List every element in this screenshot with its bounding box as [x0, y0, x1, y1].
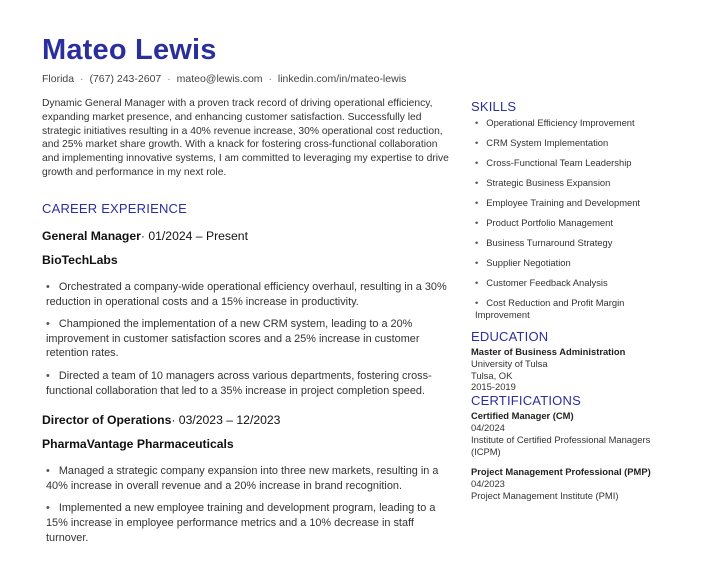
job-entry [42, 228, 457, 398]
section-title-education: EDUCATION [471, 329, 549, 344]
experience-section [42, 201, 457, 553]
skill-item: • Supplier Negotiation [475, 257, 571, 268]
job-heading [42, 412, 457, 428]
skills-list [471, 117, 661, 321]
certification-entry [471, 466, 661, 501]
contact-separator: · [80, 73, 84, 85]
contact-location: Florida [42, 73, 75, 85]
section-title-experience: CAREER EXPERIENCE [42, 201, 187, 216]
certification-name: Project Management Professional (PMP) [471, 466, 651, 478]
job-heading [42, 228, 457, 244]
job-bullet: • Directed a team of 10 managers across various departments, fostering cross-functional collaboration that led to a 35% increase in project completion speed. [46, 369, 432, 397]
job-bullet: • Implemented a new employee training and development program, leading to a 15% increase in employee performance metrics and a 10% decrease in staff turnover. [46, 502, 436, 544]
job-dates: · 03/2023 – 12/2023 [171, 413, 281, 428]
skill-item: • Cross-Functional Team Leadership [475, 157, 632, 168]
job-bullet: • Championed the implementation of a new CRM system, leading to a 20% improvement in customer satisfaction scores and a 25% increase in customer retention rates. [46, 318, 420, 360]
certification-name: Certified Manager (CM) [471, 410, 574, 422]
contact-phone: (767) 243-2607 [89, 73, 162, 85]
section-title-skills: SKILLS [471, 99, 517, 114]
job-dates: · 01/2024 – Present [140, 229, 248, 243]
education-entry [471, 346, 661, 393]
job-bullets [42, 280, 457, 398]
job-bullet: • Managed a strategic company expansion into three new markets, resulting in a 40% increase in overall revenue and a 20% increase in brand recognition. [46, 465, 439, 492]
certification-issuer: Institute of Certified Professional Managers (ICPM) [471, 433, 651, 457]
skill-item: • Product Portfolio Management [475, 217, 613, 228]
job-company: BioTechLabs [42, 253, 118, 267]
job-role: Director of Operations [42, 413, 172, 428]
job-company: PharmaVantage Pharmaceuticals [42, 437, 234, 452]
certification-date: 04/2023 [471, 478, 505, 490]
contact-email[interactable]: mateo@lewis.com [176, 73, 263, 85]
skill-item: • Cost Reduction and Profit Margin Improvement [475, 297, 625, 320]
skill-item: • CRM System Implementation [475, 137, 609, 148]
certification-entry [471, 410, 661, 457]
skill-item: • Customer Feedback Analysis [475, 277, 608, 288]
job-entry [42, 412, 457, 545]
skill-item: • Operational Efficiency Improvement [475, 117, 635, 128]
contact-separator: · [268, 73, 272, 85]
job-bullet: • Orchestrated a company-wide operational efficiency overhaul, resulting in a 30% reduction in operational costs and a 15% increase in productivity. [46, 281, 447, 308]
job-role: General Manager [42, 229, 141, 243]
education-years: 2015-2019 [471, 381, 516, 393]
contact-line [42, 73, 406, 85]
candidate-name: Mateo Lewis [42, 34, 217, 66]
skill-item: • Business Turnaround Strategy [475, 237, 613, 248]
contact-linkedin[interactable]: linkedin.com/in/mateo-lewis [277, 73, 407, 85]
contact-separator: · [167, 73, 171, 85]
skill-item: • Strategic Business Expansion [475, 177, 611, 188]
skill-item: • Employee Training and Development [475, 197, 641, 208]
certification-issuer: Project Management Institute (PMI) [471, 489, 619, 501]
job-bullets [42, 464, 457, 545]
certification-date: 04/2024 [471, 421, 505, 433]
education-degree: Master of Business Administration [471, 346, 626, 357]
professional-summary: Dynamic General Manager with a proven track record of driving operational efficiency, expanding market presence, and enhancing customer satisfaction. Successfully led strategic initiatives resulting in a 40% revenue increase, 30% operational cost reduction, and 25% market share growth. With a knack for fostering cross-functional collaboration and implementing innovative systems, I am committed to leveraging my expertise to drive growth and performance in my next role. [42, 98, 449, 178]
education-location: Tulsa, OK [471, 369, 513, 381]
sidebar [471, 99, 661, 502]
education-school: University of Tulsa [471, 357, 548, 369]
section-title-certifications: CERTIFICATIONS [471, 393, 581, 409]
